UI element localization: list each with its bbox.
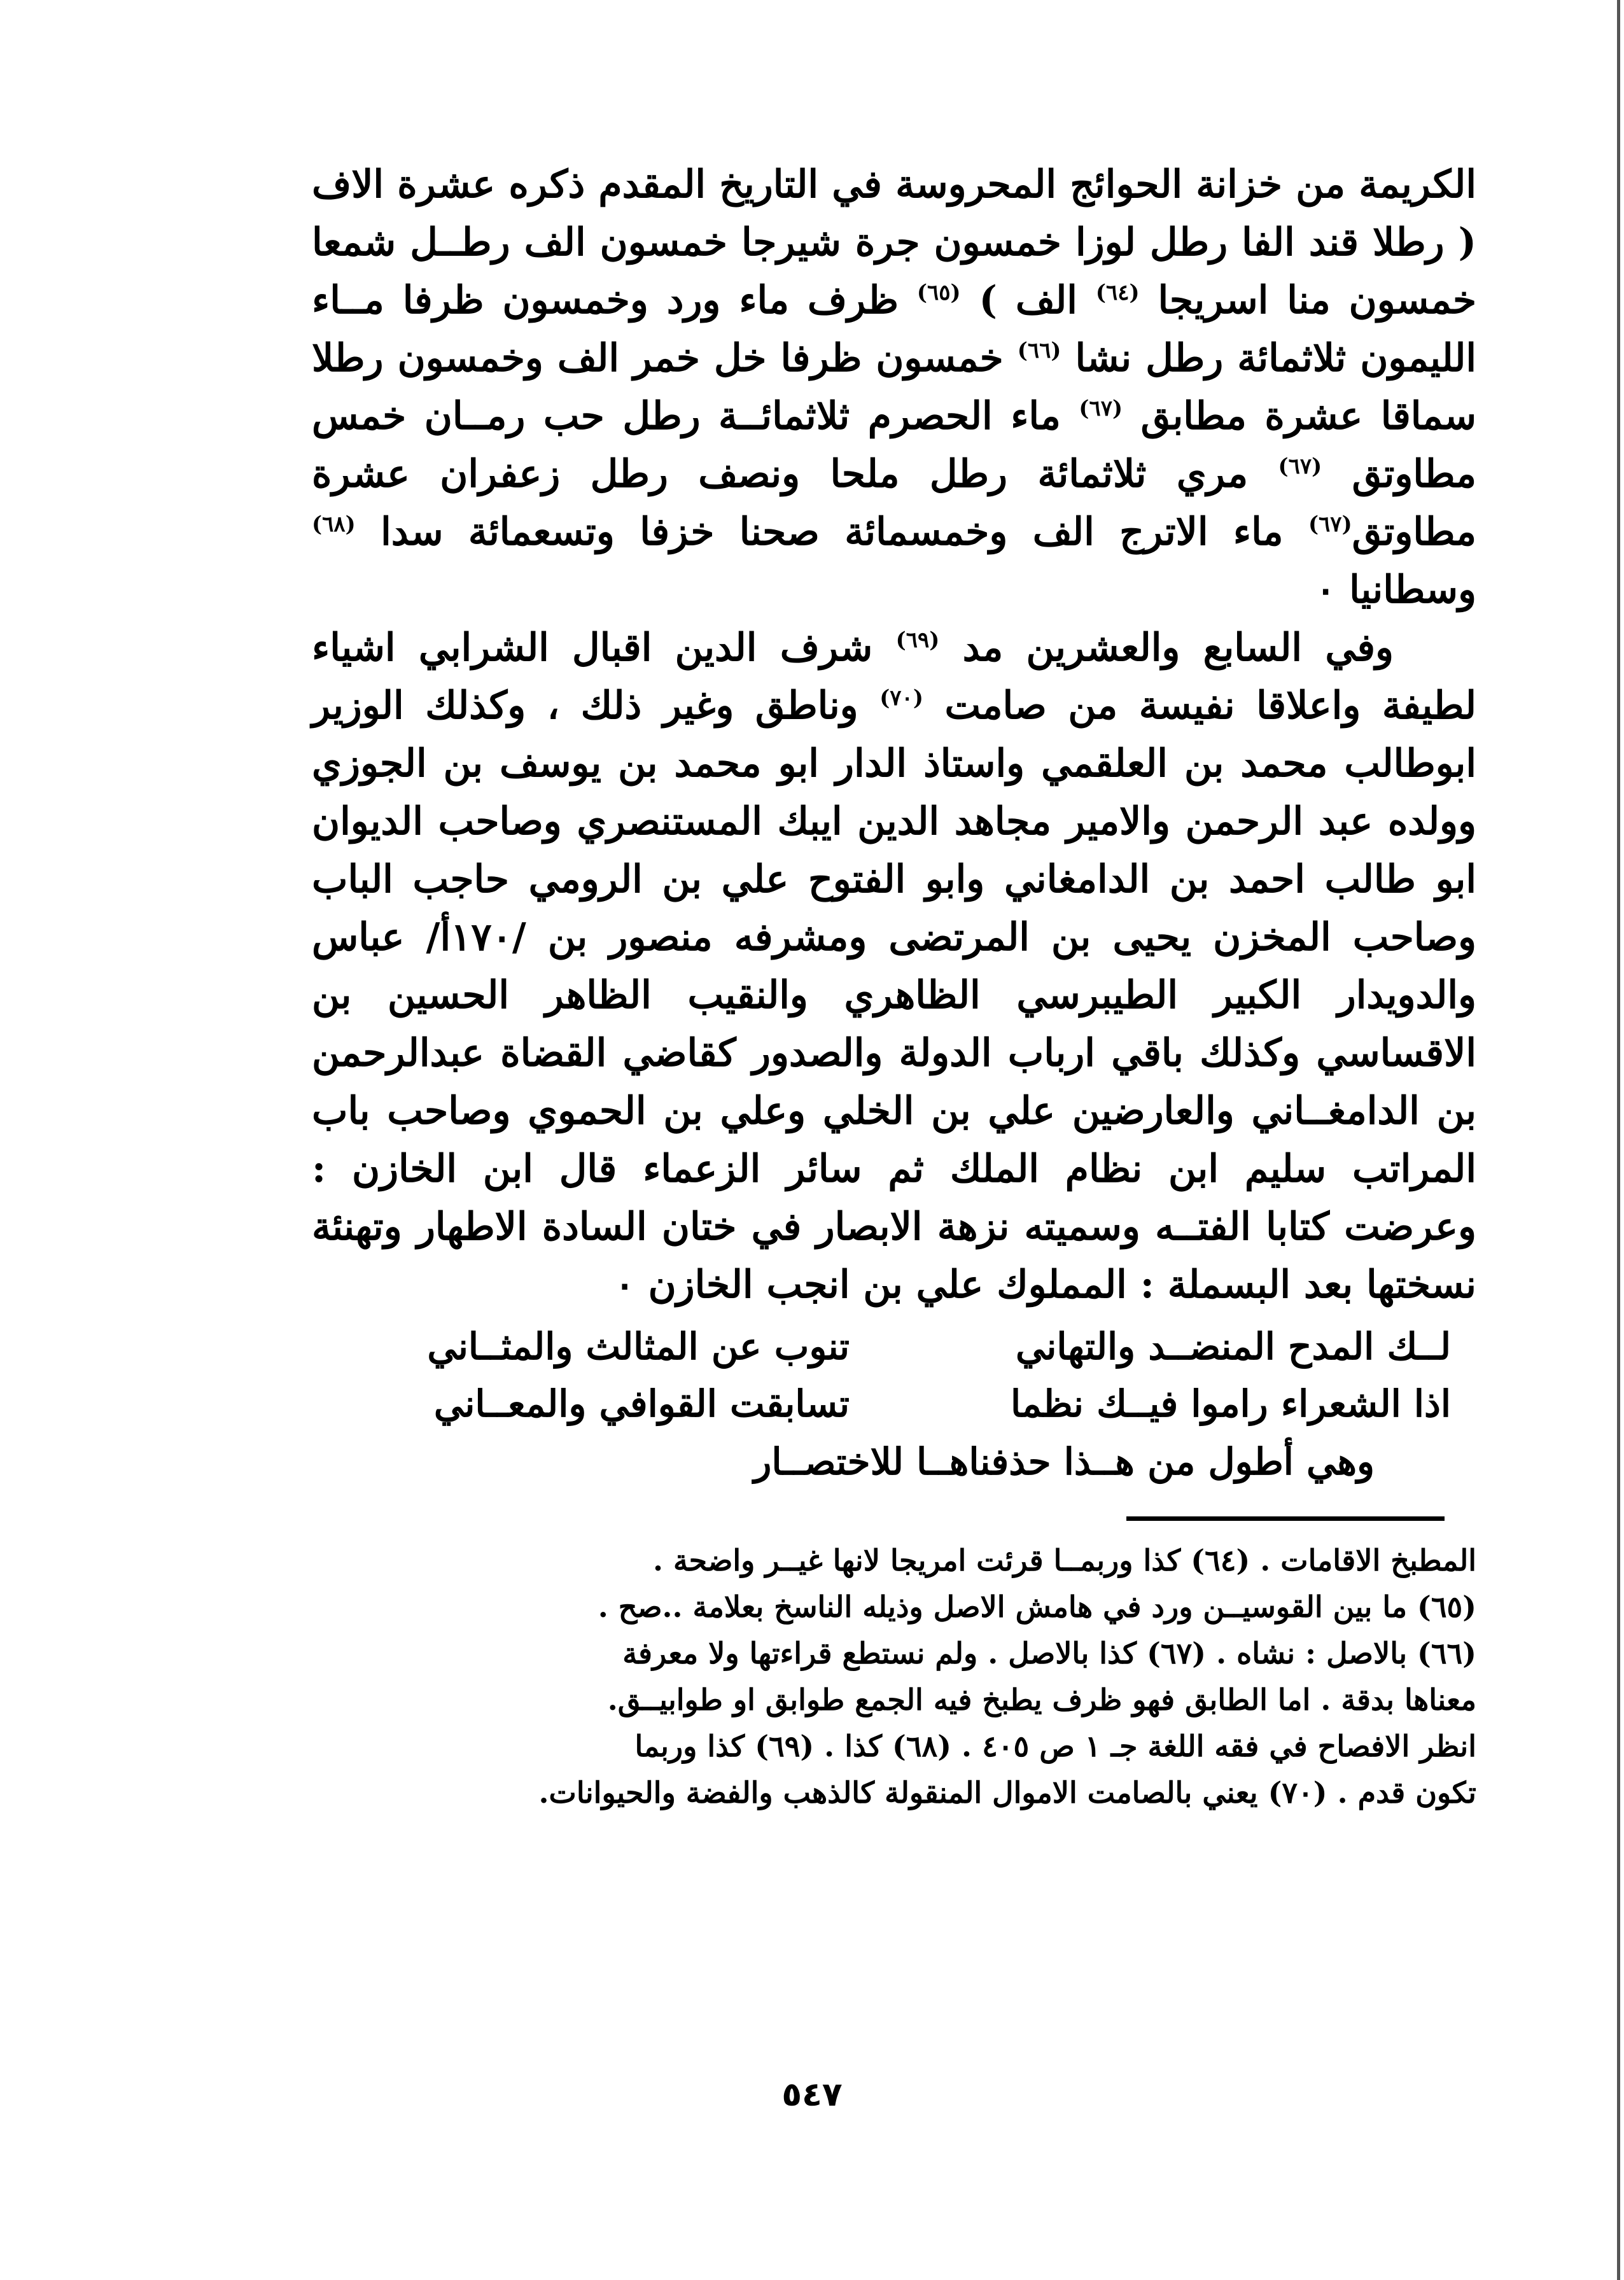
poem-verse-2: [312, 1375, 1476, 1432]
hemistich-right: اذا الشعراء راموا فيــك نظما: [1010, 1382, 1451, 1425]
footnote-ref-64: (٦٤): [1095, 280, 1140, 305]
hemistich-left: تسابقت القوافي والمعــاني: [433, 1382, 850, 1425]
footnote-ref-65: (٦٥): [916, 280, 961, 305]
footnote-line: (٦٦) بالاصل : نشاه . (٦٧) كذا بالاصل . ولم نستطع قراءتها ولا معرفة: [622, 1636, 1476, 1670]
text-line: خمسون ظرفا خل خمر الف وخمسون رطلا: [312, 336, 1004, 381]
poem: [312, 1318, 1476, 1432]
footnotes: [312, 1537, 1476, 1816]
poem-verse-1: [312, 1318, 1476, 1375]
text-run: وفي السابع والعشرين مد: [962, 626, 1394, 670]
footnote-ref-67: (٦٧): [1278, 454, 1322, 479]
footnote-line: معناها بدقة . اما الطابق فهو ظرف يطبخ فيه الجمع طوابق او طوابيــق.: [607, 1682, 1476, 1717]
text-line: خمسون منا اسريجا: [1158, 278, 1477, 323]
footnote-line: انظر الافصاح في فقه اللغة جـ ١ ص ٤٠٥ . (٦٨) كذا . (٦٩) كذا وربما: [634, 1729, 1476, 1763]
closing-note: وهي أطول من هــذا حذفناهــا للاختصــار: [753, 1440, 1375, 1483]
hemistich-right: لــك المدح المنضــد والتهاني: [1015, 1325, 1451, 1368]
footnote-ref-69: (٦٩): [895, 627, 940, 653]
text-run: شرف الدين اقبال الشرابي اشياء لطيفة واعلاقا نفيسة من صامت: [312, 626, 1476, 728]
document-page: [312, 156, 1476, 1816]
footnote-line: تكون قدم . (٧٠) يعني بالصامت الاموال المنقولة كالذهب والفضة والحيوانات.: [538, 1775, 1476, 1810]
page-edge-rule: [1617, 0, 1620, 2280]
text-line: مطاوتق: [1352, 452, 1477, 496]
text-line: ظرف ماء ورد وخمسون ظرفا مــاء: [312, 278, 899, 323]
footnote-separator-wrap: [312, 1491, 1476, 1521]
footnote-ref-70: (٧٠): [879, 685, 923, 711]
text-line: ماء الاترج الف وخمسمائة صحنا خزفا وتسعمائة سدا: [381, 510, 1284, 554]
main-text: [312, 156, 1476, 1314]
footnote-line: (٦٥) ما بين القوسيــن ورد في هامش الاصل وذيله الناسخ بعلامة ..صح .: [598, 1590, 1476, 1624]
text-line: ( رطلا قند الفا رطل لوزا خمسون جرة شيرجا خمسون الف رطــل شمعا: [312, 220, 1476, 265]
text-line: الليمون ثلاثمائة رطل نشا: [1075, 336, 1477, 381]
paragraph-2: [312, 619, 1476, 1314]
footnote-line: المطبخ الاقامات . (٦٤) كذا وربمــا قرئت امريجا لانها غيــر واضحة .: [652, 1543, 1476, 1577]
footnote-ref-67: (٦٧): [1308, 512, 1352, 537]
text-line: الف ): [979, 278, 1077, 323]
hemistich-left: تنوب عن المثالث والمثــاني: [427, 1325, 850, 1368]
text-line: الكريمة من خزانة الحوائج المحروسة في التاريخ المقدم ذكره عشرة الاف: [312, 162, 1476, 207]
text-line: وسطانيا ٠: [1315, 568, 1476, 612]
footnote-separator: [1126, 1516, 1445, 1521]
text-line: سماقا عشرة مطابق: [1140, 394, 1477, 438]
text-line: ماء الحصرم ثلاثمائــة رطل حب رمــان خمس: [312, 394, 1061, 438]
paragraph-1: [312, 156, 1476, 619]
text-line: مري ثلاثمائة رطل ملحا ونصف رطل زعفران عشرة مطاوتق: [312, 452, 1477, 554]
page-number: ٥٤٧: [781, 2076, 843, 2114]
footnote-ref-67: (٦٧): [1079, 396, 1123, 421]
footnote-ref-66: (٦٦): [1017, 338, 1061, 363]
footnote-ref-68: (٦٨): [312, 512, 356, 537]
text-run: وناطق وغير ذلك ، وكذلك الوزير ابوطالب محمد بن العلقمي واستاذ الدار ابو محمد بن يوسف بن الجوزي وولده عبد الرحمن والامير مجاهد الدين ايبك المستنصري وصاحب الديوان ابو طالب احمد بن الدامغاني وابو الفتوح علي بن الرومي حاجب الباب وصاحب المخزن يحيى بن المرتضى ومشرفه منصور بن /١٧٠أ/ عباس والدويدار الكبير الطيبرسي الظاهري والنقيب الظاهر الحسين بن الاقساسي وكذلك باقي ارباب الدولة والصدور كقاضي القضاة عبدالرحمن بن الدامغــاني والعارضين علي بن الخلي وعلي بن الحموي وصاحب باب المراتب سليم ابن نظام الملك ثم سائر الزعماء قال ابن الخازن : وعرضت كتابا الفتــه وسميته نزهة الابصار في ختان السادة الاطهار وتهنئة نسختها بعد البسملة : المملوك علي بن انجب الخازن ٠: [312, 683, 1477, 1307]
